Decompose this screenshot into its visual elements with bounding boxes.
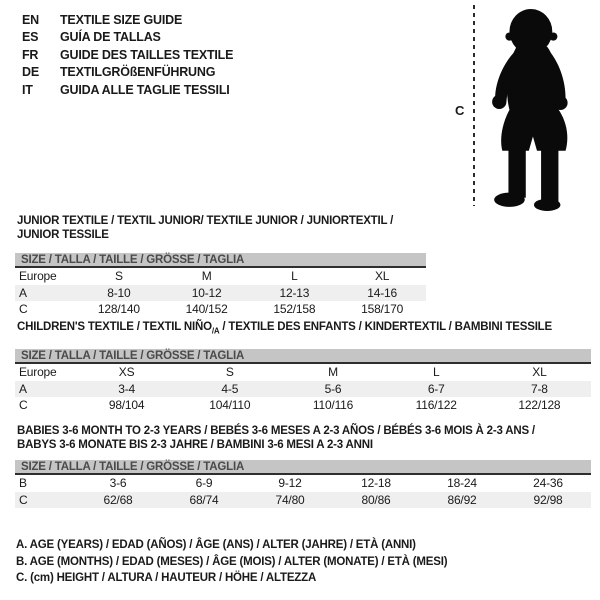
footnote-a: A. AGE (YEARS) / EDAD (AÑOS) / ÂGE (ANS) / ALTER (JAHRE) / ETÀ (ANNI) bbox=[16, 539, 416, 551]
cell: 12-18 bbox=[361, 476, 391, 490]
title-part: CHILDREN'S TEXTILE / TEXTIL NIÑO bbox=[17, 321, 212, 333]
language-row bbox=[22, 29, 233, 46]
table-row-age bbox=[15, 285, 426, 302]
cell: 152/158 bbox=[273, 302, 316, 316]
table-title bbox=[15, 320, 591, 338]
cell: 62/68 bbox=[103, 492, 133, 507]
row-label: Europe bbox=[19, 269, 57, 283]
row-label: C bbox=[19, 492, 28, 507]
cell: 128/140 bbox=[97, 302, 140, 316]
row-label: Europe bbox=[19, 365, 57, 380]
footnote-c: C. (cm) HEIGHT / ALTURA / HAUTEUR / HÖHE / ALTEZZA bbox=[16, 572, 317, 584]
cell: 6-7 bbox=[427, 381, 445, 396]
cell: 10-12 bbox=[191, 285, 222, 300]
language-code: DE bbox=[22, 65, 39, 80]
baby-height-figure bbox=[452, 5, 592, 217]
language-title: TEXTILE SIZE GUIDE bbox=[60, 13, 183, 27]
title-line: BABIES 3-6 MONTH TO 2-3 YEARS / BEBÉS 3-6 MESES A 2-3 AÑOS / BÉBÉS 3-6 MOIS À 2-3 ANS / bbox=[17, 425, 535, 437]
cell: S bbox=[225, 365, 234, 380]
language-title-list bbox=[22, 12, 233, 99]
row-label: A bbox=[19, 285, 27, 300]
cell: 92/98 bbox=[533, 492, 563, 507]
cell: 80/86 bbox=[361, 492, 391, 507]
table-row-height bbox=[15, 301, 426, 318]
language-row bbox=[22, 47, 233, 64]
height-marker-label: C bbox=[455, 103, 465, 118]
cell: 3-4 bbox=[118, 381, 135, 396]
table-row-months bbox=[15, 475, 591, 492]
cell: 122/128 bbox=[518, 398, 561, 413]
row-label: C bbox=[19, 398, 28, 413]
language-row bbox=[22, 12, 233, 29]
cell: 158/170 bbox=[361, 302, 404, 316]
cell: 110/116 bbox=[312, 398, 354, 413]
cell: 24-36 bbox=[533, 476, 563, 490]
language-code: IT bbox=[22, 82, 33, 97]
cell: 18-24 bbox=[447, 476, 477, 490]
table-row-europe bbox=[15, 268, 426, 285]
junior-textile-table bbox=[15, 214, 426, 318]
cell: 104/110 bbox=[209, 398, 251, 413]
cell: 86/92 bbox=[447, 492, 477, 507]
cell: 5-6 bbox=[324, 381, 342, 396]
cell: M bbox=[201, 269, 212, 283]
childrens-textile-table bbox=[15, 320, 591, 414]
language-code: EN bbox=[22, 13, 39, 27]
table-row-age bbox=[15, 381, 591, 398]
cell: 140/152 bbox=[185, 302, 228, 316]
table-row-europe bbox=[15, 364, 591, 381]
cell: 7-8 bbox=[531, 381, 548, 396]
cell: L bbox=[432, 365, 440, 380]
title-subscript: /A bbox=[211, 326, 220, 336]
height-dashed-line bbox=[473, 5, 475, 206]
title-line: BABYS 3-6 MONATE BIS 2-3 JAHRE / BAMBINI 3-6 MESI A 2-3 ANNI bbox=[17, 439, 373, 451]
title-part: / TEXTILE DES ENFANTS / KINDERTEXTIL / BAMBINI TESSILE bbox=[219, 321, 552, 333]
table-title: JUNIOR TEXTILE / TEXTIL JUNIOR/ TEXTILE JUNIOR / JUNIORTEXTIL / JUNIOR TESSILE bbox=[17, 215, 394, 241]
size-header-bar: SIZE / TALLA / TAILLE / GRÖSSE / TAGLIA bbox=[15, 349, 591, 364]
language-row bbox=[22, 64, 233, 81]
baby-silhouette-icon bbox=[486, 7, 588, 213]
cell: XL bbox=[374, 269, 390, 283]
cell: 12-13 bbox=[279, 285, 310, 300]
cell: 116/122 bbox=[415, 398, 457, 413]
table-row-height bbox=[15, 492, 591, 509]
cell: 14-16 bbox=[367, 285, 397, 300]
footnote-legend bbox=[16, 537, 447, 587]
language-title: GUIDA ALLE TAGLIE TESSILI bbox=[60, 82, 230, 97]
language-title: TEXTILGRÖßENFÜHRUNG bbox=[60, 65, 216, 80]
cell: S bbox=[114, 269, 123, 283]
cell: XS bbox=[118, 365, 135, 380]
table-row-height bbox=[15, 397, 591, 414]
language-title: GUÍA DE TALLAS bbox=[60, 30, 161, 45]
cell: M bbox=[328, 365, 338, 380]
cell: 8-10 bbox=[107, 285, 131, 300]
language-code: ES bbox=[22, 30, 39, 45]
footnote-b: B. AGE (MONTHS) / EDAD (MESES) / ÂGE (MOIS) / ALTER (MONATE) / ETÀ (MESI) bbox=[16, 555, 448, 568]
cell: 6-9 bbox=[195, 476, 213, 490]
babies-textile-table bbox=[15, 424, 591, 508]
cell: 98/104 bbox=[108, 398, 145, 413]
cell: 3-6 bbox=[109, 476, 127, 490]
cell: XL bbox=[532, 365, 547, 380]
table-title bbox=[15, 424, 591, 452]
language-code: FR bbox=[22, 47, 39, 62]
cell: 4-5 bbox=[221, 381, 239, 396]
row-label: A bbox=[19, 381, 27, 396]
cell: 68/74 bbox=[189, 492, 219, 507]
cell: 74/80 bbox=[275, 492, 305, 507]
language-row bbox=[22, 82, 233, 99]
cell: 9-12 bbox=[278, 476, 302, 490]
cell: L bbox=[291, 269, 298, 283]
row-label: C bbox=[19, 302, 28, 316]
size-header-bar: SIZE / TALLA / TAILLE / GRÖSSE / TAGLIA bbox=[15, 460, 591, 475]
language-title: GUIDE DES TAILLES TEXTILE bbox=[60, 47, 234, 62]
size-header-bar: SIZE / TALLA / TAILLE / GRÖSSE / TAGLIA bbox=[15, 253, 426, 268]
row-label: B bbox=[19, 476, 27, 490]
